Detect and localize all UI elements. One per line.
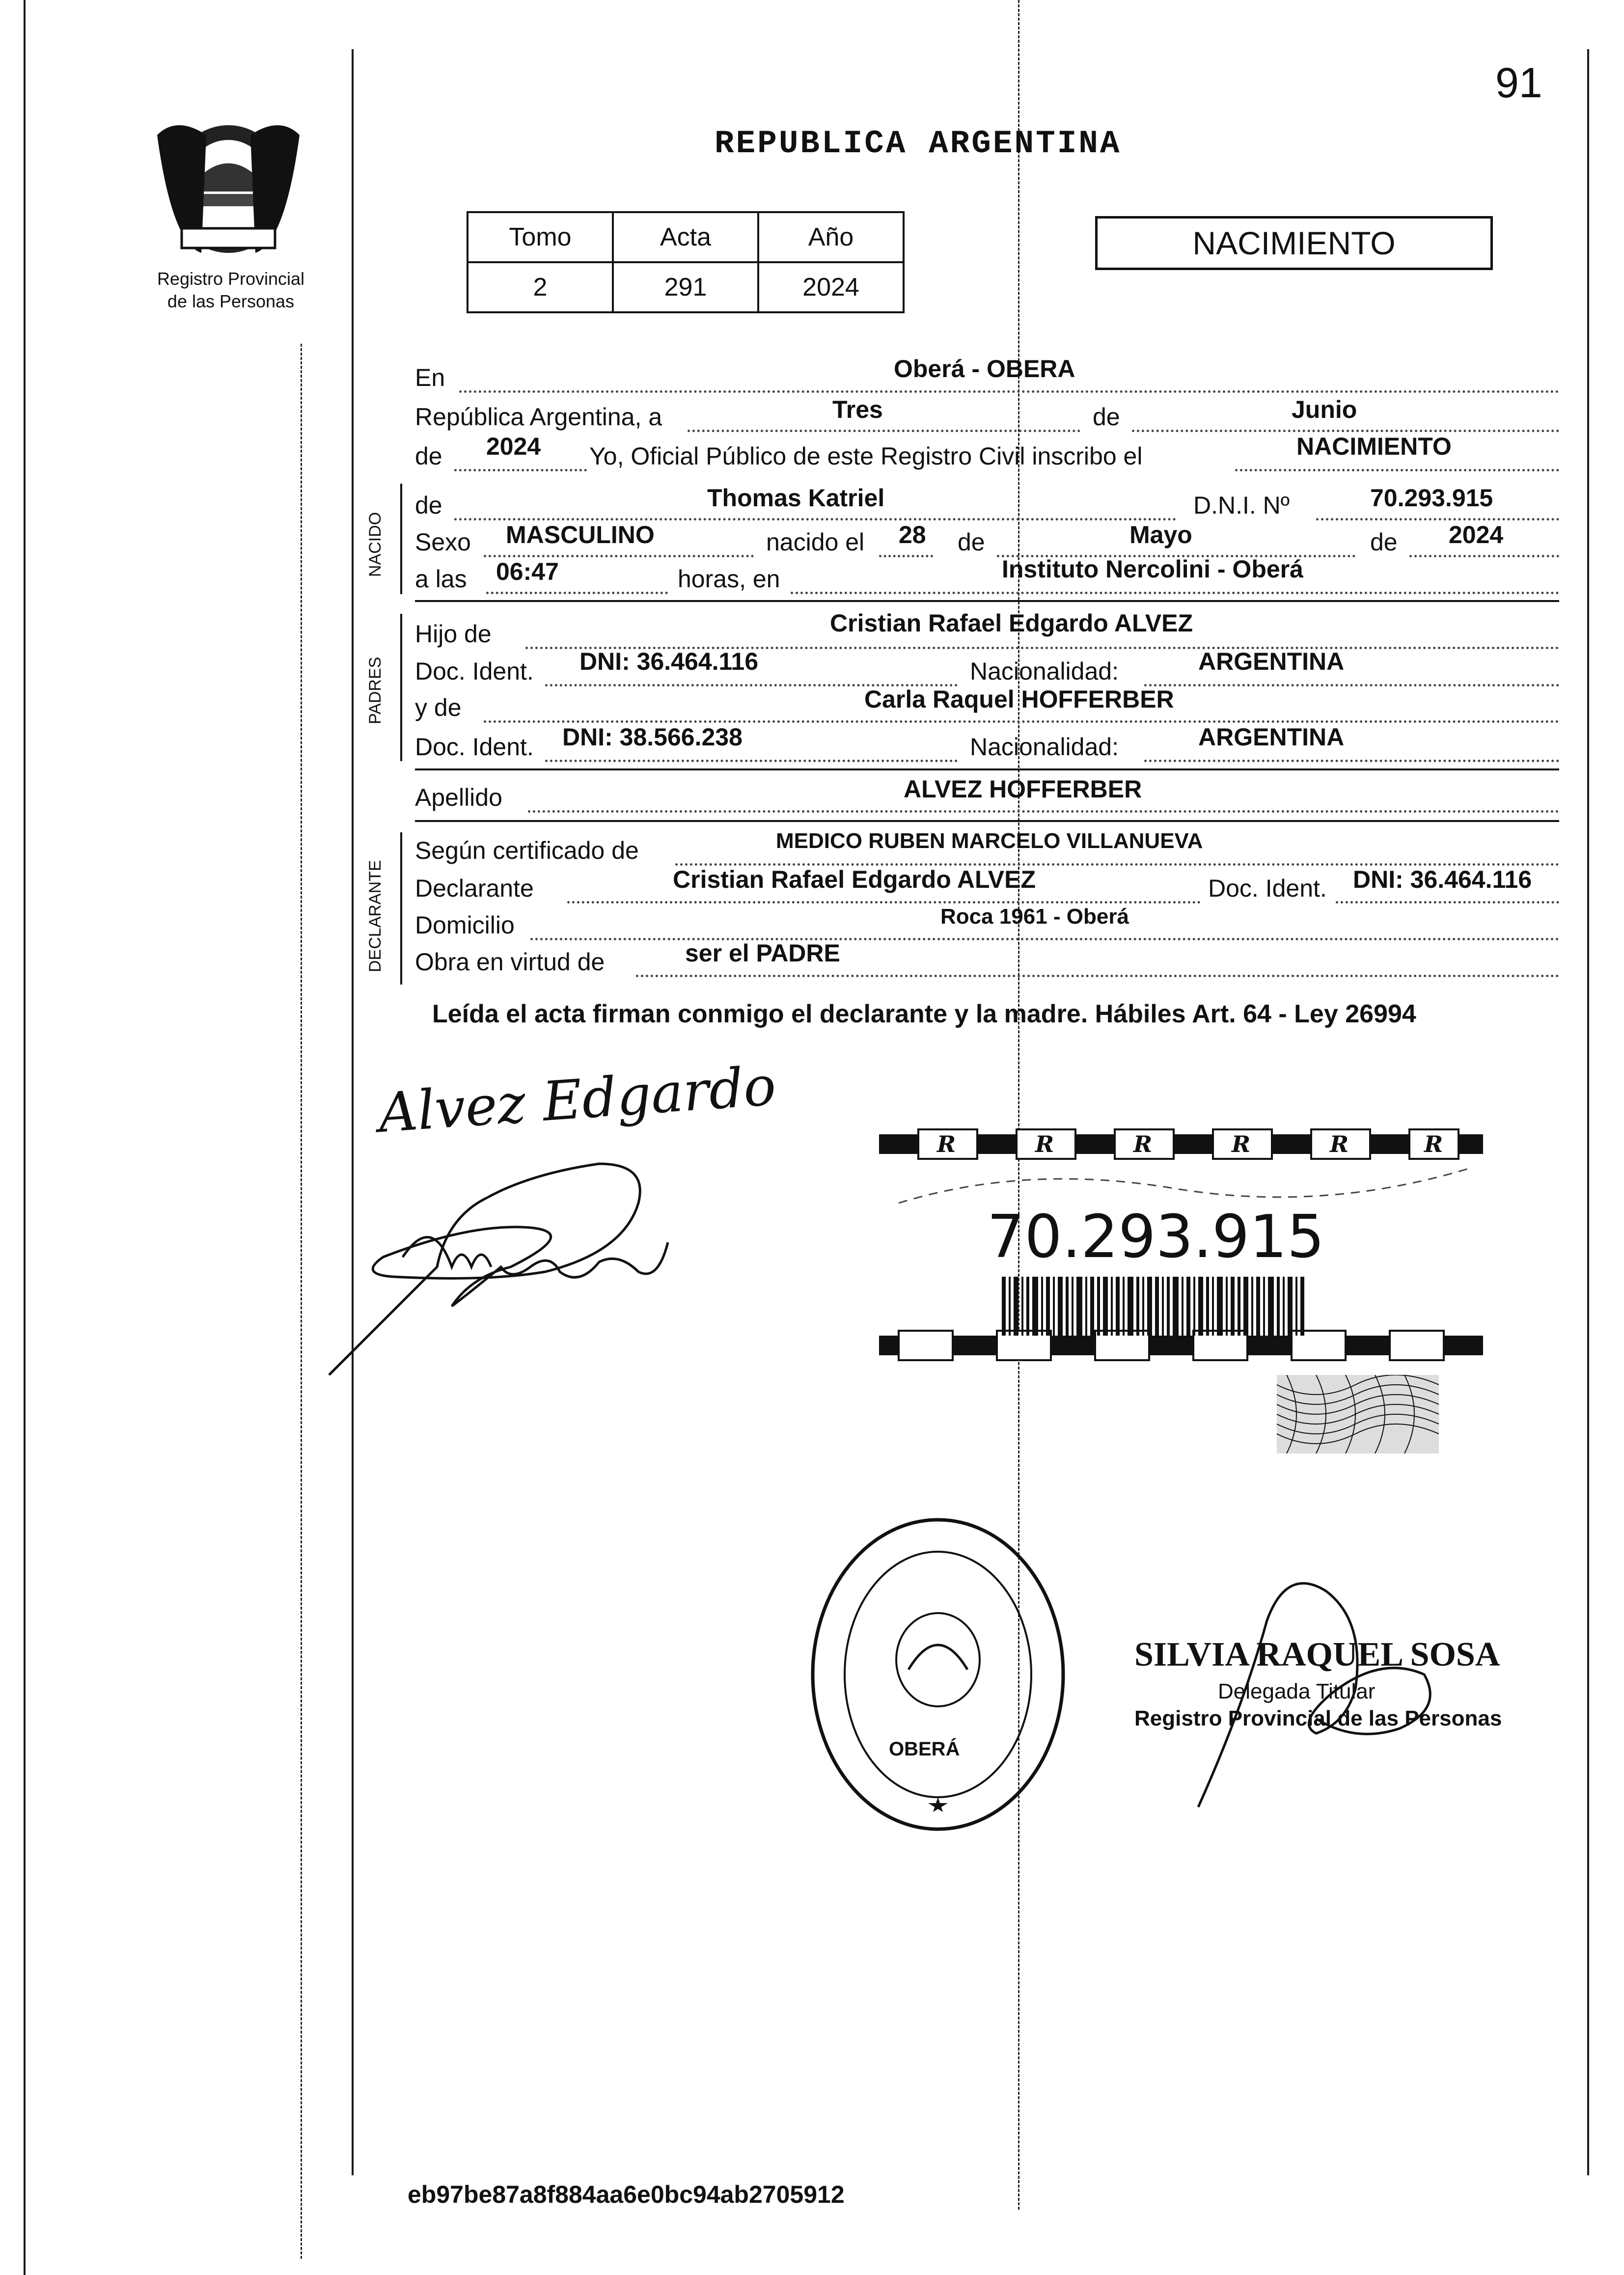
dots-dia <box>688 430 1080 432</box>
value-padre: Cristian Rafael Edgardo ALVEZ <box>830 609 1193 637</box>
label-doc-ident-3: Doc. Ident. <box>1208 875 1327 902</box>
label-sexo: Sexo <box>415 528 471 556</box>
value-apellido: ALVEZ HOFFERBER <box>904 775 1142 803</box>
provincia-misiones-emblem-icon <box>147 106 309 263</box>
inner-left-margin <box>352 49 354 2175</box>
label-de-anio: de <box>415 442 442 470</box>
label-horas-en: horas, en <box>678 565 780 593</box>
anio-value: 2024 <box>758 262 904 312</box>
value-domicilio: Roca 1961 - Oberá <box>940 905 1129 929</box>
label-republica: República Argentina, a <box>415 403 662 431</box>
value-madre-nac: ARGENTINA <box>1198 723 1345 751</box>
acta-value: 291 <box>613 262 758 312</box>
label-doc-ident-2: Doc. Ident. <box>415 733 534 761</box>
value-dia: Tres <box>832 396 883 423</box>
registry-name <box>103 268 358 313</box>
value-nac-anio: 2024 <box>1449 521 1504 548</box>
label-nacionalidad-2: Nacionalidad: <box>970 733 1119 761</box>
label-doc-ident-1: Doc. Ident. <box>415 658 534 685</box>
label-nacionalidad-1: Nacionalidad: <box>970 658 1119 685</box>
dots-nac-anio <box>1409 555 1559 557</box>
dots-apellido <box>528 810 1559 813</box>
value-anio: 2024 <box>486 433 541 460</box>
label-obra-en-virtud: Obra en virtud de <box>415 948 605 976</box>
dots-declarante <box>567 901 1201 904</box>
value-declarante: Cristian Rafael Edgardo ALVEZ <box>673 866 1036 893</box>
dots-padre-nac <box>1144 684 1559 686</box>
value-dni: 70.293.915 <box>1370 484 1493 512</box>
value-madre: Carla Raquel HOFFERBER <box>864 685 1174 713</box>
closing-note: Leída el acta firman conmigo el declarante y la madre. Hábiles Art. 64 - Ley 26994 <box>432 1000 1416 1028</box>
label-yo-oficial: Yo, Oficial Público de este Registro Civil inscribo el <box>589 442 1143 470</box>
barcode-icon <box>1002 1277 1306 1336</box>
tomo-value: 2 <box>468 262 613 312</box>
tomo-header: Tomo <box>468 212 613 262</box>
section-padres: PADRES <box>366 657 385 724</box>
value-en-virtud: ser el PADRE <box>685 939 840 967</box>
value-inscripcion: NACIMIENTO <box>1296 433 1452 460</box>
label-hijo-de: Hijo de <box>415 620 492 648</box>
label-domicilio: Domicilio <box>415 911 515 939</box>
registry-line-2: de las Personas <box>167 291 295 311</box>
dni-sticker-number: 70.293.915 <box>987 1203 1325 1271</box>
value-padre-doc: DNI: 36.464.116 <box>579 648 759 675</box>
label-de2: de <box>1370 528 1398 556</box>
declarante-bracket <box>400 832 402 985</box>
svg-text:R: R <box>937 1131 956 1157</box>
official-signature-icon <box>1169 1562 1444 1817</box>
dots-anio <box>454 469 587 471</box>
declarant-signature-icon <box>324 1144 697 1380</box>
dots-madre-nac <box>1144 760 1559 762</box>
official-registry: Registro Provincial de las Personas <box>1134 1706 1502 1730</box>
official-role: Delegada Titular <box>1218 1679 1376 1703</box>
right-margin-line <box>1587 49 1589 2175</box>
label-dni: D.N.I. Nº <box>1193 492 1290 519</box>
page-number: 91 <box>1495 59 1542 107</box>
dots-madre-doc <box>545 760 958 762</box>
value-declarante-doc: DNI: 36.464.116 <box>1353 866 1532 893</box>
document-hash: eb97be87a8f884aa6e0bc94ab2705912 <box>408 2181 845 2208</box>
handwritten-signature-text: Alvez Edgardo <box>376 1054 778 1145</box>
dots-hora <box>486 592 668 594</box>
label-de1: de <box>958 528 985 556</box>
fold-line <box>1018 0 1019 2210</box>
divider-padres <box>415 768 1559 770</box>
dots-inscripcion <box>1235 469 1559 471</box>
label-de-mes: de <box>1093 403 1120 431</box>
value-padre-nac: ARGENTINA <box>1198 648 1345 675</box>
value-lugar: Oberá - OBERA <box>894 355 1075 383</box>
section-declarante: DECLARANTE <box>366 860 385 972</box>
svg-text:R: R <box>1035 1131 1054 1157</box>
value-mes: Junio <box>1292 396 1357 423</box>
value-lugar-nacimiento: Instituto Nercolini - Oberá <box>1002 555 1303 583</box>
divider-nacido <box>415 600 1559 602</box>
hologram-pattern-icon <box>1277 1375 1439 1453</box>
label-segun-certificado: Según certificado de <box>415 837 639 864</box>
label-en: En <box>415 364 445 391</box>
label-apellido: Apellido <box>415 784 502 811</box>
anio-header: Año <box>758 212 904 262</box>
value-nombre: Thomas Katriel <box>707 484 885 512</box>
dots-en-virtud <box>636 975 1559 977</box>
act-reference-table <box>467 211 905 313</box>
label-nacido-el: nacido el <box>766 528 865 556</box>
seal-inner-text: OBERÁ <box>889 1738 960 1760</box>
svg-text:R: R <box>1133 1131 1153 1157</box>
svg-text:R: R <box>1330 1131 1349 1157</box>
label-declarante: Declarante <box>415 875 534 902</box>
left-fold-line <box>301 344 302 2259</box>
value-nac-dia: 28 <box>899 521 926 548</box>
dots-en <box>459 390 1559 393</box>
value-nac-mes: Mayo <box>1129 521 1192 548</box>
acta-header: Acta <box>613 212 758 262</box>
value-sexo: MASCULINO <box>506 521 655 548</box>
divider-apellido <box>415 820 1559 822</box>
label-y-de: y de <box>415 694 462 721</box>
label-de-nombre: de <box>415 492 442 519</box>
dots-dni <box>1316 518 1559 521</box>
svg-text:R: R <box>1424 1131 1443 1157</box>
svg-text:R: R <box>1232 1131 1251 1157</box>
dots-lugar-nac <box>791 592 1559 594</box>
nacido-bracket <box>400 484 402 594</box>
value-hora: 06:47 <box>496 558 559 585</box>
padres-bracket <box>400 614 402 761</box>
act-type-box: NACIMIENTO <box>1095 216 1493 270</box>
section-nacido: NACIDO <box>366 512 385 577</box>
registry-line-1: Registro Provincial <box>157 269 305 289</box>
value-madre-doc: DNI: 38.566.238 <box>562 723 743 751</box>
official-name: SILVIA RAQUEL SOSA <box>1134 1636 1500 1673</box>
value-certificado: MEDICO RUBEN MARCELO VILLANUEVA <box>776 829 1203 853</box>
dots-nac-dia <box>879 555 933 557</box>
dots-declarante-doc <box>1336 901 1559 904</box>
left-binding-line <box>24 0 26 2275</box>
delegacion-round-seal-icon <box>805 1512 1071 1836</box>
country-title: REPUBLICA ARGENTINA <box>715 125 1122 162</box>
label-a-las: a las <box>415 565 467 593</box>
